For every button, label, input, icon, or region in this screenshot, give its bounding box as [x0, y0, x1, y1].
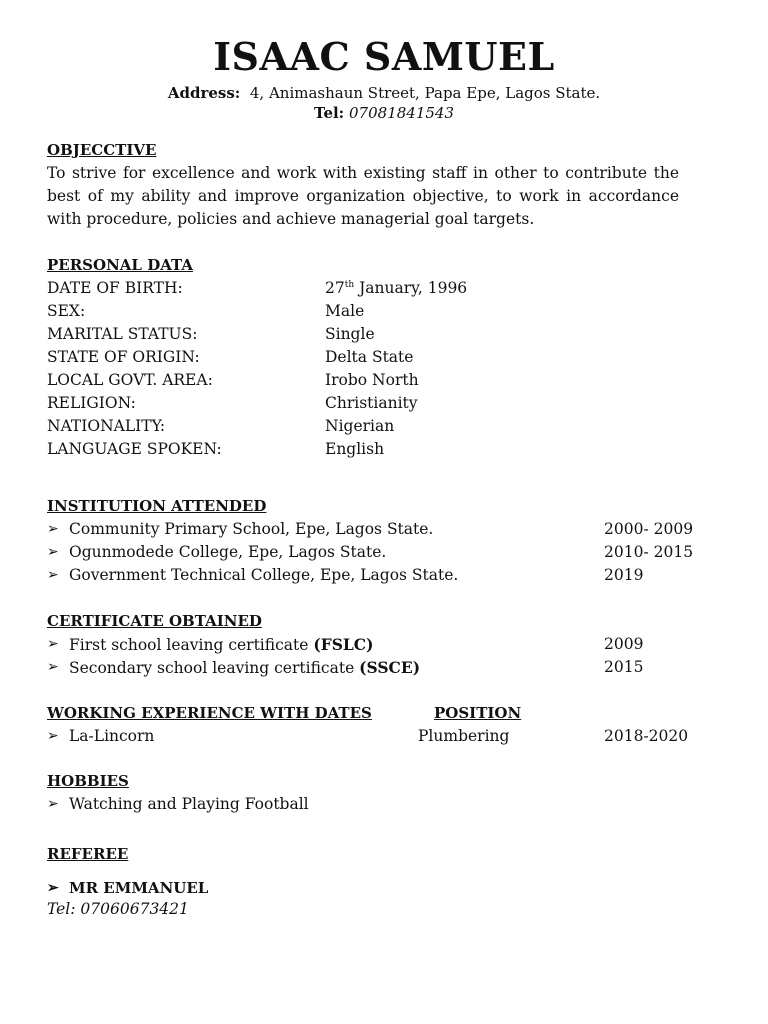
- certificate-title: Secondary school leaving certificate: [69, 659, 360, 677]
- religion-value: Christianity: [325, 394, 418, 412]
- dob-day: 27: [325, 279, 345, 297]
- address-line: [0, 84, 768, 102]
- tel-label: Tel:: [314, 104, 345, 122]
- marital-status-value: Single: [325, 325, 375, 343]
- marital-status-label: MARITAL STATUS:: [47, 325, 198, 343]
- dob-label: DATE OF BIRTH:: [47, 279, 183, 297]
- experience-heading: WORKING EXPERIENCE WITH DATES: [47, 704, 372, 722]
- certificate-title: First school leaving certificate: [69, 636, 314, 654]
- language-label: LANGUAGE SPOKEN:: [47, 440, 222, 458]
- certificate-name: [69, 635, 373, 654]
- arrowhead-bullet-icon: ➢: [47, 659, 59, 675]
- tel-value: 07081841543: [349, 104, 454, 122]
- state-of-origin-value: Delta State: [325, 348, 414, 366]
- institution-years: 2010- 2015: [604, 543, 694, 561]
- address-value: 4, Animashaun Street, Papa Epe, Lagos State.: [249, 84, 601, 102]
- dob-suffix: th: [344, 280, 355, 290]
- sex-value: Male: [325, 302, 365, 320]
- referee-name: MR EMMANUEL: [69, 879, 209, 897]
- referee-tel: Tel: 07060673421: [47, 900, 189, 918]
- hobby-item: Watching and Playing Football: [69, 795, 309, 813]
- dob-month-year: January, 1996: [359, 279, 468, 297]
- arrowhead-bullet-icon: ➢: [47, 636, 59, 652]
- certificate-abbr: (FSLC): [313, 635, 374, 654]
- experience-position: Plumbering: [418, 727, 510, 745]
- institution-years: 2019: [604, 566, 644, 584]
- institution-name: Ogunmodede College, Epe, Lagos State.: [69, 543, 387, 561]
- arrowhead-bullet-icon: ➢: [47, 728, 59, 744]
- certificate-name: [69, 658, 420, 677]
- hobbies-heading: HOBBIES: [47, 772, 129, 790]
- experience-company: La-Lincorn: [69, 727, 155, 745]
- state-of-origin-label: STATE OF ORIGIN:: [47, 348, 200, 366]
- arrowhead-bullet-icon: ➢: [47, 521, 59, 537]
- personal-data-heading: PERSONAL DATA: [47, 256, 194, 274]
- language-value: English: [325, 440, 385, 458]
- resume-name: ISAAC SAMUEL: [213, 34, 555, 79]
- certificates-heading: CERTIFICATE OBTAINED: [47, 612, 262, 630]
- arrowhead-bullet-icon: ➢: [47, 544, 59, 560]
- nationality-label: NATIONALITY:: [47, 417, 166, 435]
- lga-label: LOCAL GOVT. AREA:: [47, 371, 213, 389]
- address-label: Address:: [167, 84, 241, 102]
- certificate-year: 2009: [604, 635, 644, 653]
- tel-line: [0, 104, 768, 122]
- position-heading: POSITION: [434, 704, 522, 722]
- institutions-heading: INSTITUTION ATTENDED: [47, 497, 267, 515]
- lga-value: Irobo North: [325, 371, 419, 389]
- objective-heading: OBJECCTIVE: [47, 141, 157, 159]
- referee-heading: REFEREE: [47, 845, 129, 863]
- nationality-value: Nigerian: [325, 417, 395, 435]
- arrowhead-bullet-icon: ➢: [47, 880, 59, 896]
- objective-text: To strive for excellence and work with existing staff in other to contribute the best of my ability and improve organization objective, to work in accordance with procedure, policies and achieve managerial goal targets.: [47, 164, 679, 228]
- institution-name: Community Primary School, Epe, Lagos State.: [69, 520, 434, 538]
- dob-value: [325, 279, 467, 297]
- institution-name: Government Technical College, Epe, Lagos State.: [69, 566, 459, 584]
- arrowhead-bullet-icon: ➢: [47, 796, 59, 812]
- arrowhead-bullet-icon: ➢: [47, 567, 59, 583]
- institution-years: 2000- 2009: [604, 520, 694, 538]
- certificate-year: 2015: [604, 658, 644, 676]
- sex-label: SEX:: [47, 302, 86, 320]
- religion-label: RELIGION:: [47, 394, 136, 412]
- experience-dates: 2018-2020: [604, 727, 689, 745]
- certificate-abbr: (SSCE): [359, 658, 421, 677]
